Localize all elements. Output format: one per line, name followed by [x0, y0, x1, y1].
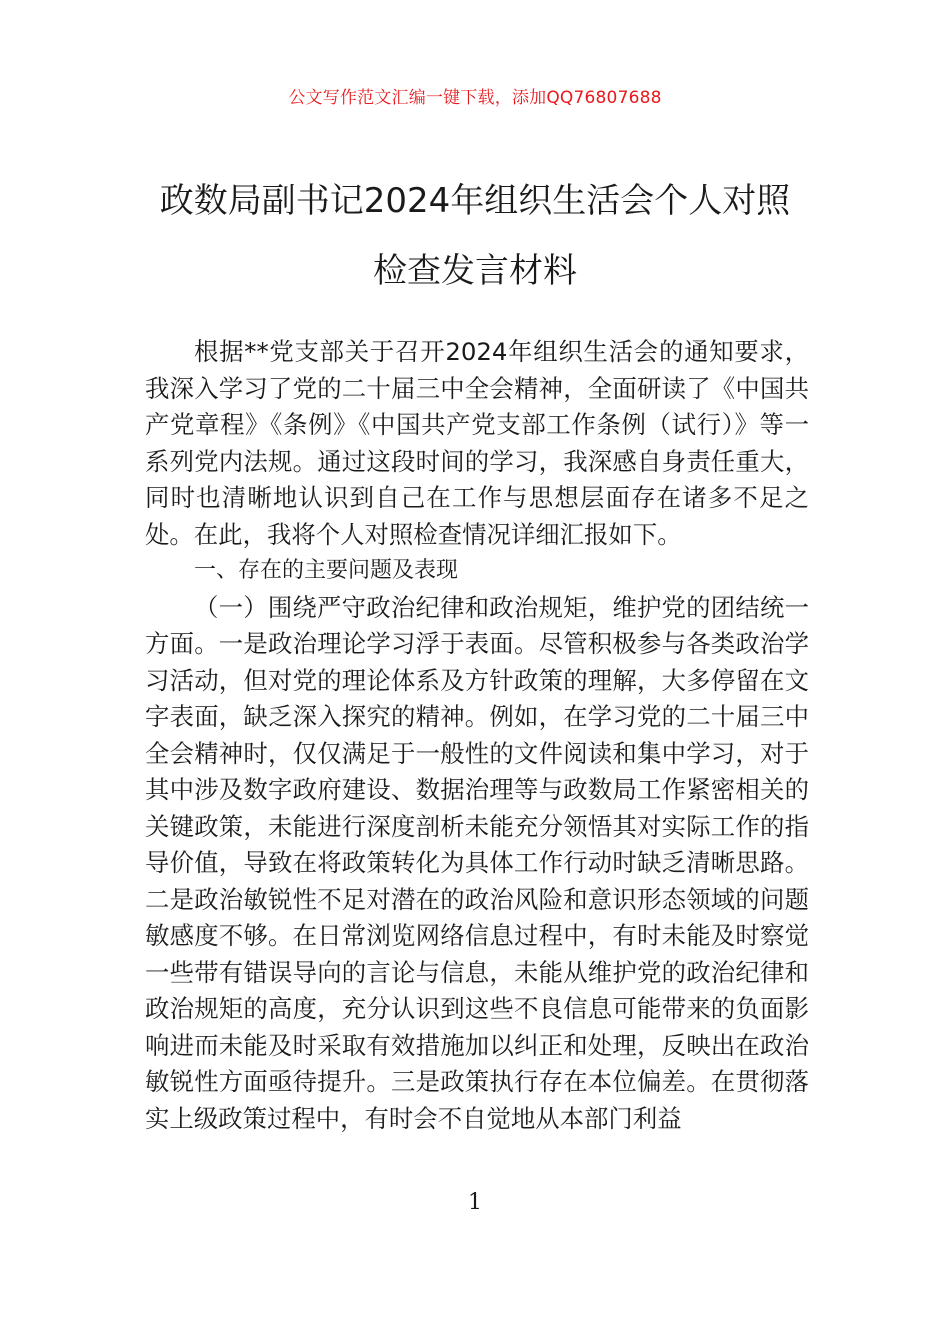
section-heading: 一、存在的主要问题及表现	[194, 558, 459, 583]
section-item-paragraph: （一）围绕严守政治纪律和政治规矩，维护党的团结统一方面。一是政治理论学习浮于表面。尽管积极参与各类政治学习活动，但对党的理论体系及方针政策的理解，大多停留在文字表面，缺乏深入探究的精神。例如，在学习党的二十届三中全会精神时，仅仅满足于一般性的文件阅读和集中学习，对于其中涉及数字政府建设、数据治理等与政数局工作紧密相关的关键政策，未能进行深度剖析未能充分领悟其对实际工作的指导价值，导致在将政策转化为具体工作行动时缺乏清晰思路。二是政治敏锐性不足对潜在的政治风险和意识形态领域的问题敏感度不够。在日常浏览网络信息过程中，有时未能及时察觉一些带有错误导向的言论与信息，未能从维护党的政治纪律和政治规矩的高度，充分认识到这些不良信息可能带来的负面影响进而未能及时采取有效措施加以纠正和处理，反映出在政治敏锐性方面亟待提升。三是政策执行存在本位偏差。在贯彻落实上级政策过程中，有时会不自觉地从本部门利益	[145, 592, 809, 1133]
download-notice: 公文写作范文汇编一键下载，添加QQ76807688	[288, 88, 662, 108]
page-number: 1	[468, 1190, 482, 1215]
document-body	[145, 334, 809, 1137]
title-line-1: 政数局副书记2024年组织生活会个人对照	[159, 181, 791, 221]
title-line-2: 检查发言材料	[373, 251, 577, 291]
intro-paragraph: 根据**党支部关于召开2024年组织生活会的通知要求，我深入学习了党的二十届三中全会精神，全面研读了《中国共产党章程》《条例》《中国共产党支部工作条例（试行）》等一系列党内法规。通过这段时间的学习，我深感自身责任重大，同时也清晰地认识到自己在工作与思想层面存在诸多不足之处。在此，我将个人对照检查情况详细汇报如下。	[145, 337, 809, 549]
document-title	[100, 166, 850, 306]
